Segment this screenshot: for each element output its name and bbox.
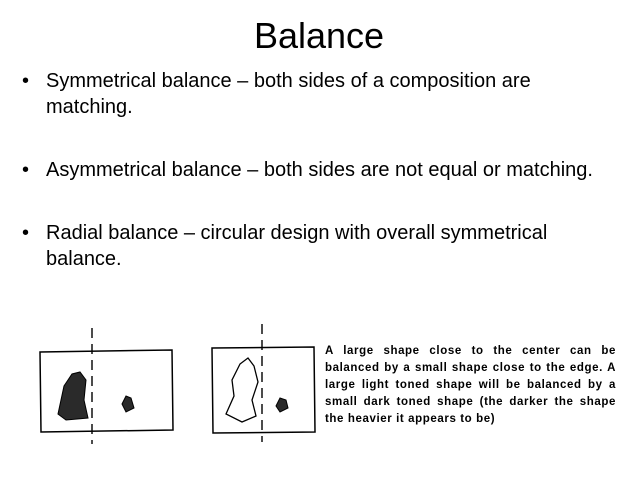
bullet-text: Asymmetrical balance – both sides are not equal or matching.	[46, 159, 593, 181]
large-dark-shape	[58, 372, 88, 420]
sketch-light-shape-balance	[202, 320, 322, 445]
sketch-frame	[212, 347, 315, 433]
bullet-item-asymmetrical	[22, 157, 622, 183]
caption-text: A large shape close to the center can be balanced by a small shape close to the edge. A large light toned shape will be balanced by a small dark toned shape (the darker the shape the heavier it appears to be)	[325, 345, 616, 425]
small-dark-shape	[122, 396, 134, 412]
bullet-dot: •	[22, 159, 30, 181]
bullet-text: Radial balance – circular design with overall symmetrical balance.	[46, 222, 548, 270]
bullet-dot: •	[22, 70, 30, 92]
sketch-dark-shape-balance	[30, 322, 180, 447]
bullet-dot: •	[22, 222, 30, 244]
slide-title: Balance	[253, 15, 385, 56]
bullet-list	[22, 68, 622, 309]
bullet-text: Symmetrical balance – both sides of a composition are matching.	[46, 70, 531, 118]
large-light-shape	[226, 358, 258, 422]
small-dark-shape	[276, 398, 288, 412]
bullet-item-symmetrical	[22, 68, 622, 120]
bullet-item-radial	[22, 220, 622, 272]
sketch-frame	[40, 350, 173, 432]
